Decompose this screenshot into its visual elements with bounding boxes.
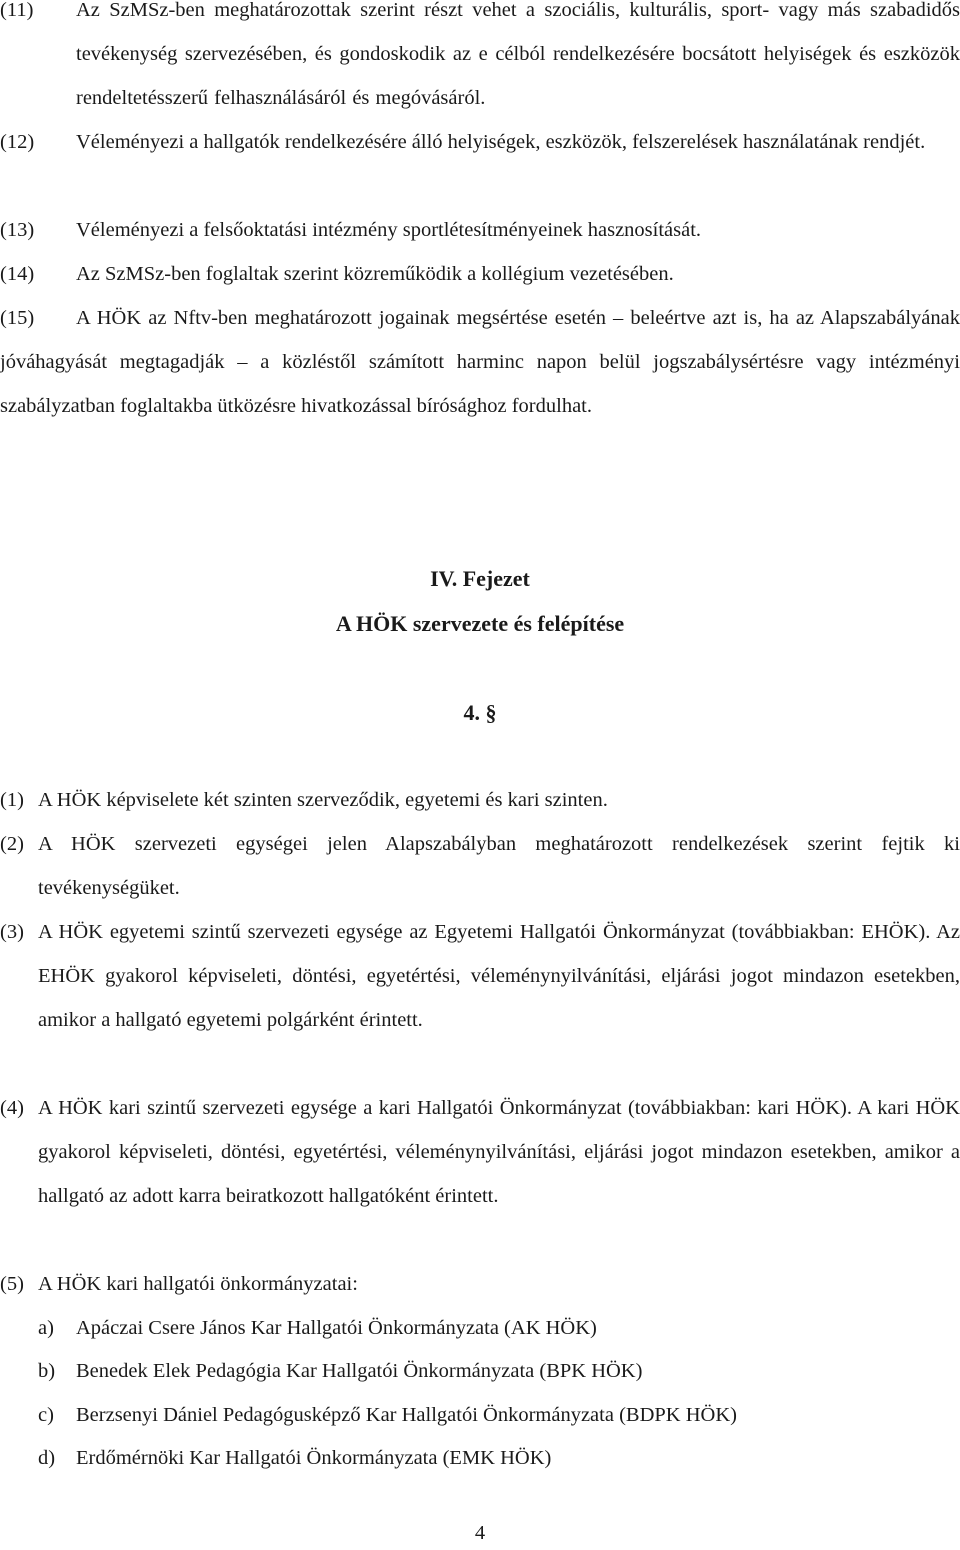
paragraph-11 — [0, 0, 960, 120]
paragraph-text: A HÖK egyetemi szintű szervezeti egysége az Egyetemi Hallgatói Önkormányzat (továbbiakban: EHÖK). Az EHÖK gyakorol képviseleti, döntési, egyetértési, véleménynyilvánítási, eljárási jogot mindazon esetekben, amikor a hallgató egyetemi polgárként érintett. — [38, 921, 960, 1031]
list-item-label: a) — [38, 1317, 54, 1339]
paragraph-number: (14) — [0, 263, 35, 285]
paragraph-text: Az SzMSz-ben foglaltak szerint közreműködik a kollégium vezetésében. — [76, 263, 674, 285]
paragraph-number: (4) — [0, 1097, 24, 1119]
paragraph-text: Az SzMSz-ben meghatározottak szerint részt vehet a szociális, kulturális, sport- vagy más szabadidős tevékenység szervezésében, és gondoskodik az e célból rendelkezésére bocsátott helyiségek és eszközök rendeltetésszerű felhasználásáról és megóvásáról. — [76, 0, 960, 109]
list-item-text: Berzsenyi Dániel Pedagógusképző Kar Hallgatói Önkormányzata (BDPK HÖK) — [76, 1404, 737, 1426]
chapter-title: A HÖK szervezete és felépítése — [335, 611, 625, 636]
paragraph-number: (2) — [0, 833, 24, 855]
paragraph-number: (12) — [0, 131, 35, 153]
list-item — [38, 1393, 737, 1437]
list-item-label: c) — [38, 1404, 54, 1426]
paragraph-number: (11) — [0, 0, 34, 21]
list-item-text: Erdőmérnöki Kar Hallgatói Önkormányzata (EMK HÖK) — [76, 1447, 552, 1469]
paragraph-13 — [0, 208, 960, 252]
paragraph-text: A HÖK az Nftv-ben meghatározott jogainak megsértése esetén – beleértve azt is, ha az Alapszabályának jóváhagyását megtagadják – a közléstől számított harminc napon belül jogszabálysértésre vagy intézményi szabályzatban foglaltakba ütközésre hivatkozással bírósághoz fordulhat. — [0, 307, 960, 417]
list-item — [38, 1436, 551, 1480]
list-item-text: Apáczai Csere János Kar Hallgatói Önkormányzata (AK HÖK) — [76, 1317, 597, 1339]
section-number: 4. § — [463, 700, 497, 725]
paragraph-number: (3) — [0, 921, 24, 943]
list-item-label: d) — [38, 1447, 56, 1469]
paragraph-5 — [0, 1262, 960, 1306]
paragraph-1 — [0, 778, 960, 822]
paragraph-4 — [0, 1086, 960, 1218]
paragraph-3 — [0, 910, 960, 1042]
list-item — [38, 1349, 642, 1393]
list-item — [38, 1306, 597, 1350]
paragraph-number: (13) — [0, 219, 35, 241]
paragraph-number: (15) — [0, 307, 35, 329]
paragraph-text: A HÖK szervezeti egységei jelen Alapszabályban meghatározott rendelkezések szerint fejtik ki tevékenységüket. — [38, 833, 960, 899]
paragraph-14 — [0, 252, 960, 296]
list-item-text: Benedek Elek Pedagógia Kar Hallgatói Önkormányzata (BPK HÖK) — [76, 1360, 643, 1382]
chapter-number: IV. Fejezet — [430, 566, 530, 591]
paragraph-text: Véleményezi a hallgatók rendelkezésére álló helyiségek, eszközök, felszerelések használatának rendjét. — [76, 131, 926, 153]
paragraph-12 — [0, 120, 960, 164]
paragraph-15 — [0, 296, 960, 428]
paragraph-2 — [0, 822, 960, 910]
page-number: 4 — [474, 1522, 486, 1544]
list-item-label: b) — [38, 1360, 56, 1382]
paragraph-number: (5) — [0, 1273, 24, 1295]
paragraph-number: (1) — [0, 789, 24, 811]
paragraph-text: A HÖK kari szintű szervezeti egysége a kari Hallgatói Önkormányzat (továbbiakban: kari HÖK). A kari HÖK gyakorol képviseleti, döntési, egyetértési, véleménynyilvánítási, eljárási jogot mindazon esetekben, amikor a hallgató az adott karra beiratkozott hallgatóként érintett. — [38, 1097, 960, 1207]
paragraph-text: A HÖK képviselete két szinten szerveződik, egyetemi és kari szinten. — [38, 789, 608, 811]
paragraph-text: A HÖK kari hallgatói önkormányzatai: — [38, 1273, 358, 1295]
paragraph-text: Véleményezi a felsőoktatási intézmény sportlétesítményeinek hasznosítását. — [76, 219, 702, 241]
